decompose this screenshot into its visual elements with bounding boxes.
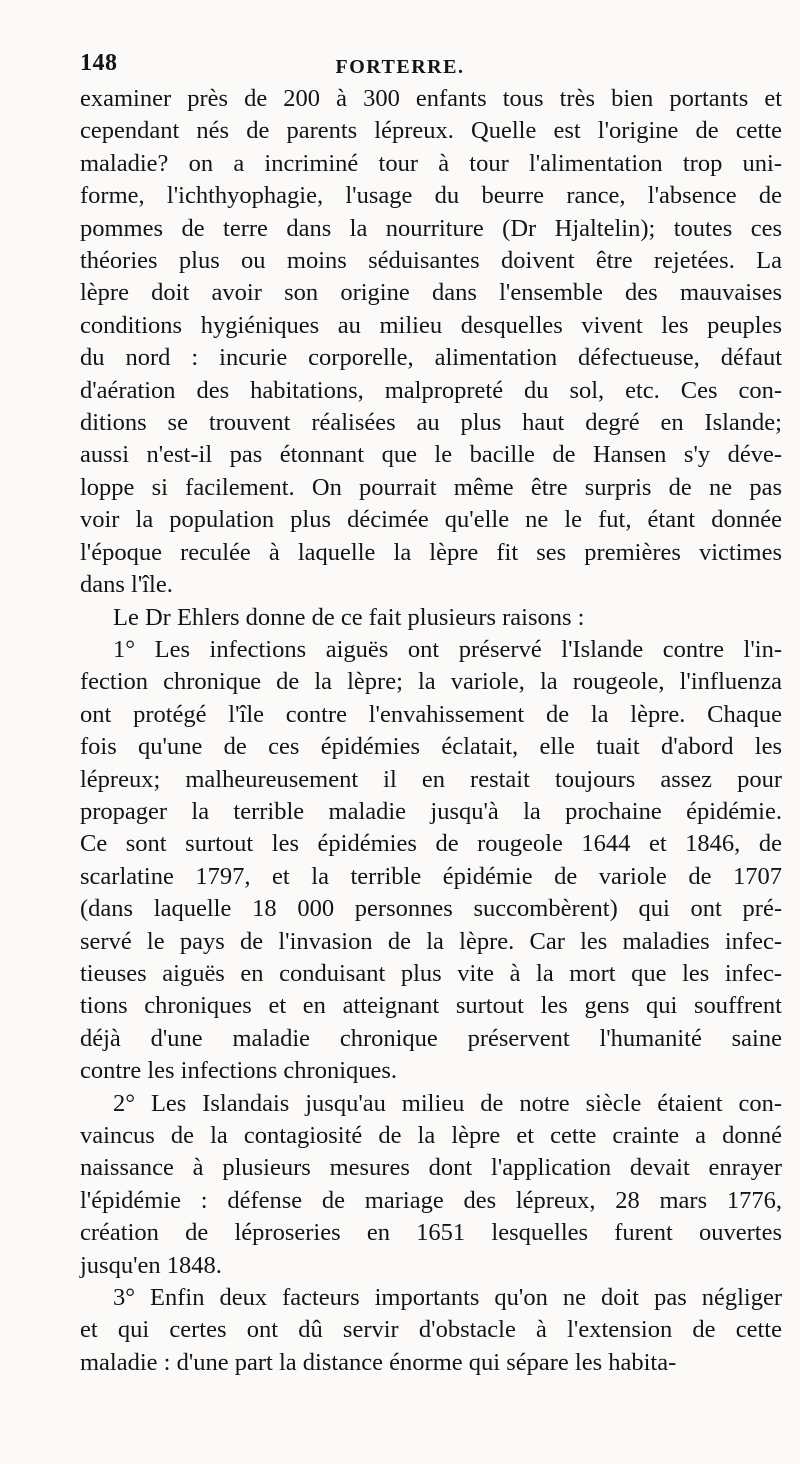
text-line: et qui certes ont dû servir d'obstacle à l'extension de cette	[80, 1316, 782, 1344]
text-line: (dans laquelle 18 000 personnes succombèrent) qui ont pré-	[80, 895, 782, 923]
text-line: naissance à plusieurs mesures dont l'application devait enrayer	[80, 1154, 782, 1182]
text-line: ditions se trouvent réalisées au plus haut degré en Islande;	[80, 409, 782, 437]
text-line: dans l'île.	[80, 571, 173, 599]
text-line: l'épidémie : défense de mariage des lépreux, 28 mars 1776,	[80, 1186, 782, 1214]
body-text	[80, 83, 782, 1379]
text-line: d'aération des habitations, malpropreté du sol, etc. Ces con-	[80, 376, 782, 404]
text-line: 2° Les Islandais jusqu'au milieu de notre siècle étaient con-	[113, 1089, 782, 1117]
paragraph	[80, 602, 782, 634]
text-line: pommes de terre dans la nourriture (Dr Hjaltelin); toutes ces	[80, 214, 782, 242]
text-line: aussi n'est-il pas étonnant que le bacille de Hansen s'y déve-	[80, 441, 782, 469]
text-line: cependant nés de parents lépreux. Quelle est l'origine de cette	[80, 117, 782, 145]
text-line: lèpre doit avoir son origine dans l'ensemble des mauvaises	[80, 279, 782, 307]
text-line: tions chroniques et en atteignant surtout les gens qui souffrent	[80, 992, 782, 1020]
text-line: servé le pays de l'invasion de la lèpre. Car les maladies infec-	[80, 927, 782, 955]
paragraph	[80, 634, 782, 1088]
text-line: 1° Les infections aiguës ont préservé l'Islande contre l'in-	[113, 635, 782, 663]
text-line: création de léproseries en 1651 lesquelles furent ouvertes	[80, 1219, 782, 1247]
text-line: examiner près de 200 à 300 enfants tous très bien portants et	[80, 85, 782, 112]
text-line: du nord : incurie corporelle, alimentation défectueuse, défaut	[80, 344, 782, 372]
paragraph	[80, 83, 782, 602]
text-line: voir la population plus décimée qu'elle ne le fut, étant donnée	[80, 506, 782, 534]
text-line: maladie? on a incriminé tour à tour l'alimentation trop uni-	[80, 149, 782, 177]
text-line: jusqu'en 1848.	[80, 1251, 222, 1279]
text-line: l'époque reculée à laquelle la lèpre fit ses premières victimes	[80, 538, 782, 566]
text-line: déjà d'une maladie chronique préservent l'humanité saine	[80, 1024, 782, 1052]
running-head: FORTERRE.	[335, 56, 465, 78]
page-number: 148	[80, 50, 118, 76]
paragraph	[80, 1282, 782, 1379]
paragraph	[80, 1088, 782, 1282]
text-line: forme, l'ichthyophagie, l'usage du beurre rance, l'absence de	[80, 182, 782, 210]
text-line: vaincus de la contagiosité de la lèpre et cette crainte a donné	[80, 1122, 782, 1149]
text-line: Ce sont surtout les épidémies de rougeole 1644 et 1846, de	[80, 830, 782, 858]
text-line: Le Dr Ehlers donne de ce fait plusieurs raisons :	[113, 603, 585, 631]
text-line: ont protégé l'île contre l'envahissement de la lèpre. Chaque	[80, 700, 782, 728]
text-line: conditions hygiéniques au milieu desquelles vivent les peuples	[80, 311, 782, 339]
text-line: 3° Enfin deux facteurs importants qu'on ne doit pas négliger	[113, 1284, 782, 1312]
text-line: lépreux; malheureusement il en restait toujours assez pour	[80, 765, 782, 793]
text-line: tieuses aiguës en conduisant plus vite à la mort que les infec-	[80, 959, 782, 987]
text-line: théories plus ou moins séduisantes doivent être rejetées. La	[80, 247, 782, 275]
text-line: maladie : d'une part la distance énorme qui sépare les habita-	[80, 1348, 677, 1376]
text-line: scarlatine 1797, et la terrible épidémie de variole de 1707	[80, 862, 782, 890]
text-line: loppe si facilement. On pourrait même être surpris de ne pas	[80, 473, 782, 501]
text-line: propager la terrible maladie jusqu'à la prochaine épidémie.	[80, 797, 782, 825]
text-line: fois qu'une de ces épidémies éclatait, elle tuait d'abord les	[80, 733, 782, 761]
text-line: fection chronique de la lèpre; la variole, la rougeole, l'influenza	[80, 668, 782, 696]
text-line: contre les infections chroniques.	[80, 1057, 398, 1085]
